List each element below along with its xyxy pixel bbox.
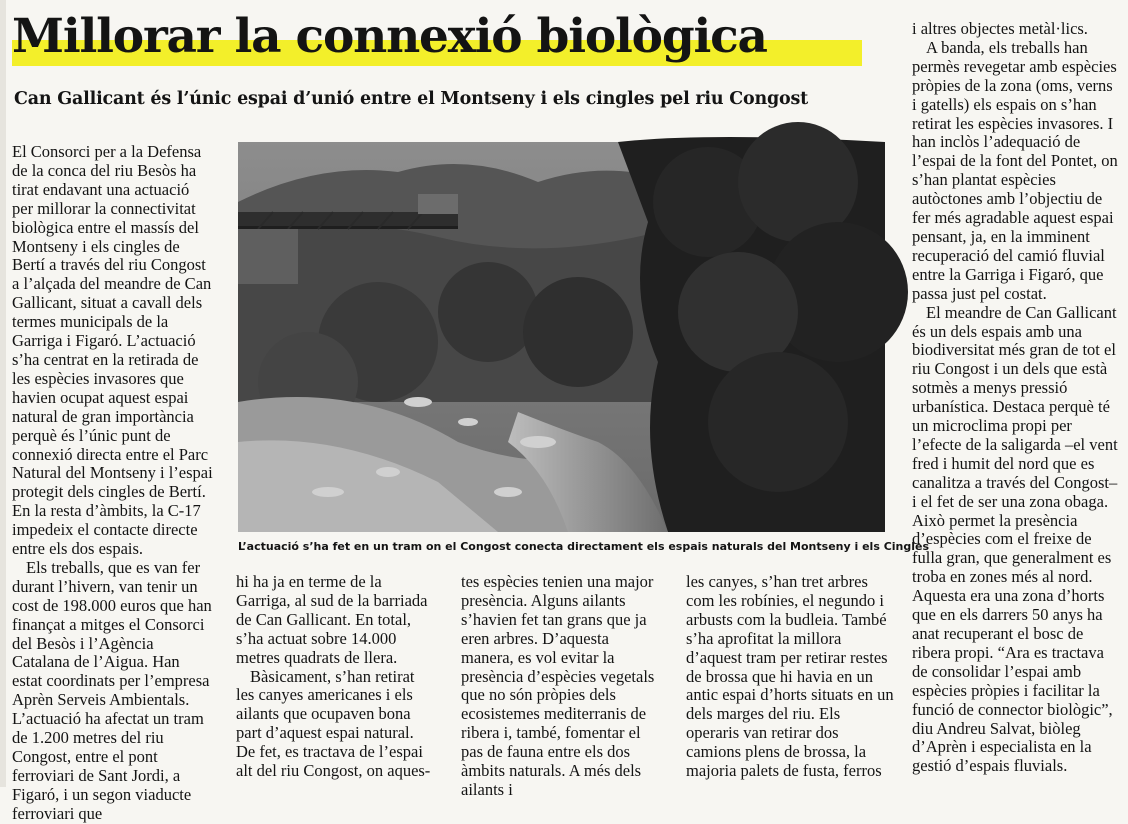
column-5 — [912, 20, 1120, 780]
subheadline: Can Gallicant és l’únic espai d’unió entre el Montseny i els cingles pel riu Congost — [14, 89, 809, 109]
photo-caption: L’actuació s’ha fet en un tram on el Congost conecta directament els espais naturals del Montseny i els Cingles — [238, 540, 930, 553]
column-2-paragraph-2: Bàsicament, s’han retirat les canyes americanes i els ailants que ocupaven bona part d’aquest espai natural. De fet, es tractava de l’espai alt del riu Congost, on aques- — [236, 666, 431, 781]
column-1-paragraph-1: El Consorci per a la Defensa de la conca del riu Besòs ha tirat endavant una actuació per millorar la connectivitat biològica entre el massís del Montseny i els cingles de Bertí a través del riu Congost a l’alçada del meandre de Can Gallicant, situat a cavall dels termes municipals de la Garriga i Figaró. L’actuació s’ha centrat en la retirada de les espècies invasores que havien ocupat aquest espai natural de gran importància perquè és l’únic punt de connexió directa entre el Parc Natural del Montseny i l’espai protegit dels cingles de Bertí. En la resta d’àmbits, la C-17 impedeix el contacte directe entre els dos espais. — [12, 142, 213, 559]
headline-block — [12, 6, 892, 68]
river-photo — [238, 142, 885, 532]
column-1 — [12, 142, 214, 823]
adjacent-page-edge — [0, 0, 6, 787]
column-5-paragraph-3: El meandre de Can Gallicant és un dels espais amb una biodiversitat més gran de tot el riu Congost i un dels que està sotmès a menys pressió urbanística. Destaca perquè té un microclima propi per l’efecte de la saligarda –el vent fred i humit del nord que es canalitza a través del Congost– i el fet de ser una zona obaga. Això permet la presència d’espècies com el freixe de fulla gran, que generalment es troba en zones més al nord. Aquesta era una zona d’horts que en els darrers 50 anys ha anat recuperant el bosc de ribera propi. “Ara es tractava de consolidar l’espai amb espècies pròpies i facilitar la funció de connector biològic”, diu Andreu Salvat, biòleg d’Aprèn i especialista en la gestió d’espais fluvials. — [912, 302, 1118, 776]
column-2-paragraph-1: hi ha ja en terme de la Garriga, al sud de la barriada de Can Gallicant. En total, s’ha actuat sobre 14.000 metres quadrats de llera. — [236, 572, 428, 667]
column-3 — [461, 572, 661, 799]
column-3-paragraph-1: tes espècies tenien una major presència. Alguns ailants s’havien fet tan grans que ja eren arbres. D’aquesta manera, es vol evitar la presència d’espècies vegetals que no són pròpies dels ecosistemes mediterranis de ribera i, també, fomentar el pas de fauna entre els dos àmbits naturals. A més dels ailants i — [461, 572, 655, 799]
column-5-paragraph-2: A banda, els treballs han permès revegetar amb espècies pròpies de la zona (oms, verns i gatells) els espais on s’han retirat les espècies invasores. I han inclòs l’adequació de l’espai de la font del Pontet, on s’han plantat espècies autòctones amb l’objectiu de fer més agradable aquest espai pensant, ja, en la imminent recuperació del camió fluvial entre la Garriga i Figaró, que passa just pel costat. — [912, 37, 1118, 303]
headline: Millorar la connexió biològica — [12, 9, 767, 64]
column-2 — [236, 572, 436, 781]
column-5-paragraph-1: i altres objectes metàl·lics. — [912, 19, 1088, 38]
column-4 — [686, 572, 896, 781]
column-4-paragraph-1: les canyes, s’han tret arbres com les robínies, el negundo i arbusts com la budleia. També s’ha aprofitat la millora d’aquest tram per retirar restes de brossa que hi havia en un antic espai d’horts situats en un dels marges del riu. Els operaris van retirar dos camions plens de brossa, la majoria palets de fusta, ferros — [686, 572, 894, 781]
river-photo-illustration — [238, 142, 885, 532]
column-1-paragraph-2: Els treballs, que es van fer durant l’hivern, van tenir un cost de 198.000 euros que han finançat a mitges el Consorci del Besòs i l’Agència Catalana de l’Aigua. Han estat coordinats per l’empresa Aprèn Serveis Ambientals. L’actuació ha afectat un tram de 1.200 metres del riu Congost, entre el pont ferroviari de Sant Jordi, a Figaró, i un segon viaducte ferroviari que — [12, 557, 212, 823]
